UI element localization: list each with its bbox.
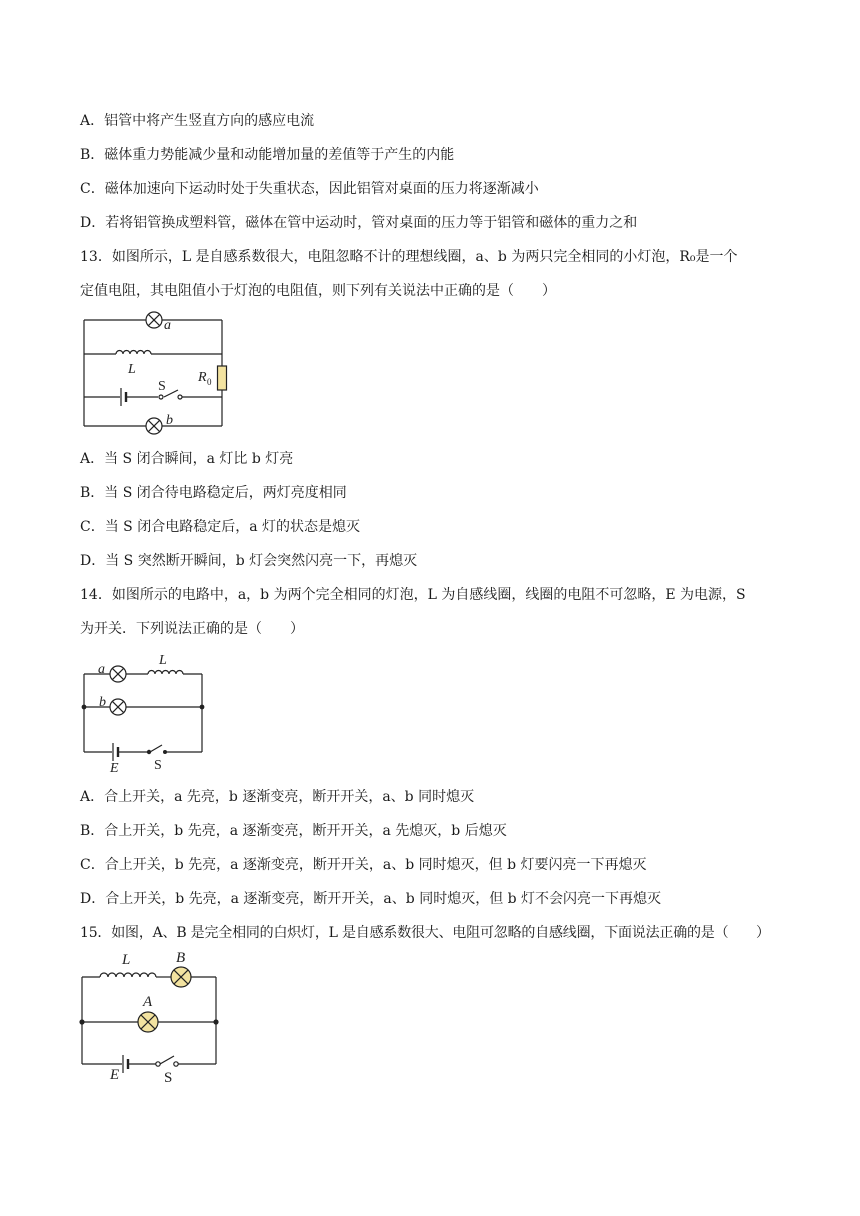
q15-stem: 15．如图，A、B 是完全相同的白炽灯，L 是自感系数很大、电阻可忽略的自感线圈，下面说法正确的是（ ） bbox=[80, 925, 770, 941]
q14-label-b: b bbox=[99, 695, 106, 710]
q13-label-resistor: R bbox=[198, 370, 207, 385]
q14-label-a: a bbox=[98, 662, 105, 677]
q15-battery-icon bbox=[123, 1055, 128, 1073]
q13-stem-line1: 13．如图所示，L 是自感系数很大，电阻忽略不计的理想线圈，a、b 为两只完全相同的小灯泡，R₀是一个 bbox=[80, 249, 738, 265]
q12-option-c: C．磁体加速向下运动时处于失重状态，因此铝管对桌面的压力将逐渐减小 bbox=[80, 181, 539, 197]
q14-option-a: A．合上开关，a 先亮，b 逐渐变亮，断开开关，a、b 同时熄灭 bbox=[80, 789, 475, 805]
q14-lamp-b-icon bbox=[110, 699, 126, 715]
q13-option-d: D．当 S 突然断开瞬间，b 灯会突然闪亮一下，再熄灭 bbox=[80, 553, 418, 569]
q15-circuit-figure bbox=[70, 946, 230, 1086]
q15-label-a: A bbox=[143, 994, 153, 1010]
q13-label-resistor-sub: 0 bbox=[207, 377, 212, 387]
q13-label-b: b bbox=[166, 413, 173, 428]
q14-stem-line1: 14．如图所示的电路中，a，b 为两个完全相同的灯泡，L 为自感线圈，线圈的电阻不可忽略，E 为电源，S bbox=[80, 587, 746, 603]
q13-option-c: C．当 S 闭合电路稳定后，a 灯的状态是熄灭 bbox=[80, 519, 360, 535]
q13-lamp-a-icon bbox=[146, 312, 162, 328]
q14-lamp-a-icon bbox=[110, 666, 126, 682]
q13-option-a: A．当 S 闭合瞬间，a 灯比 b 灯亮 bbox=[80, 451, 294, 467]
q13-switch-icon bbox=[159, 395, 182, 399]
q14-option-b: B．合上开关，b 先亮，a 逐渐变亮，断开开关，a 先熄灭，b 后熄灭 bbox=[80, 823, 507, 839]
q13-label-a: a bbox=[164, 318, 171, 333]
q13-stem-line2: 定值电阻，其电阻值小于灯泡的电阻值，则下列有关说法中正确的是（ ） bbox=[80, 283, 556, 299]
q14-option-d: D．合上开关，b 先亮，a 逐渐变亮，断开开关，a、b 同时熄灭，但 b 灯不会闪亮一下再熄灭 bbox=[80, 891, 662, 907]
q15-lamp-a-icon bbox=[138, 1012, 158, 1032]
q15-label-coil: L bbox=[122, 952, 131, 968]
q14-battery-icon bbox=[113, 743, 118, 761]
q12-option-a: A．铝管中将产生竖直方向的感应电流 bbox=[80, 113, 315, 129]
q14-stem-line2: 为开关．下列说法正确的是（ ） bbox=[80, 621, 304, 637]
q12-option-b: B．磁体重力势能减少量和动能增加量的差值等于产生的内能 bbox=[80, 147, 455, 163]
q15-label-switch: S bbox=[164, 1070, 173, 1086]
q14-label-coil: L bbox=[159, 653, 167, 668]
q13-label-switch: S bbox=[158, 379, 166, 394]
q13-option-b: B．当 S 闭合待电路稳定后，两灯亮度相同 bbox=[80, 485, 347, 501]
q12-option-d: D．若将铝管换成塑料管，磁体在管中运动时，管对桌面的压力等于铝管和磁体的重力之和 bbox=[80, 215, 638, 231]
q15-lamp-b-icon bbox=[171, 967, 191, 987]
q15-label-b: B bbox=[176, 950, 186, 966]
q14-circuit-figure bbox=[70, 644, 220, 774]
q15-label-battery: E bbox=[110, 1067, 120, 1083]
q14-label-battery: E bbox=[110, 761, 119, 774]
q13-label-coil: L bbox=[128, 362, 136, 377]
q13-circuit-figure bbox=[70, 302, 250, 444]
q14-option-c: C．合上开关，b 先亮，a 逐渐变亮，断开开关，a、b 同时熄灭，但 b 灯要闪亮一下再熄灭 bbox=[80, 857, 647, 873]
q13-battery-icon bbox=[121, 388, 126, 406]
q14-switch-icon bbox=[147, 750, 167, 754]
q15-switch-icon bbox=[156, 1062, 178, 1066]
q13-lamp-b-icon bbox=[146, 418, 162, 434]
q13-resistor-icon bbox=[218, 366, 227, 390]
q14-label-switch: S bbox=[154, 758, 162, 773]
